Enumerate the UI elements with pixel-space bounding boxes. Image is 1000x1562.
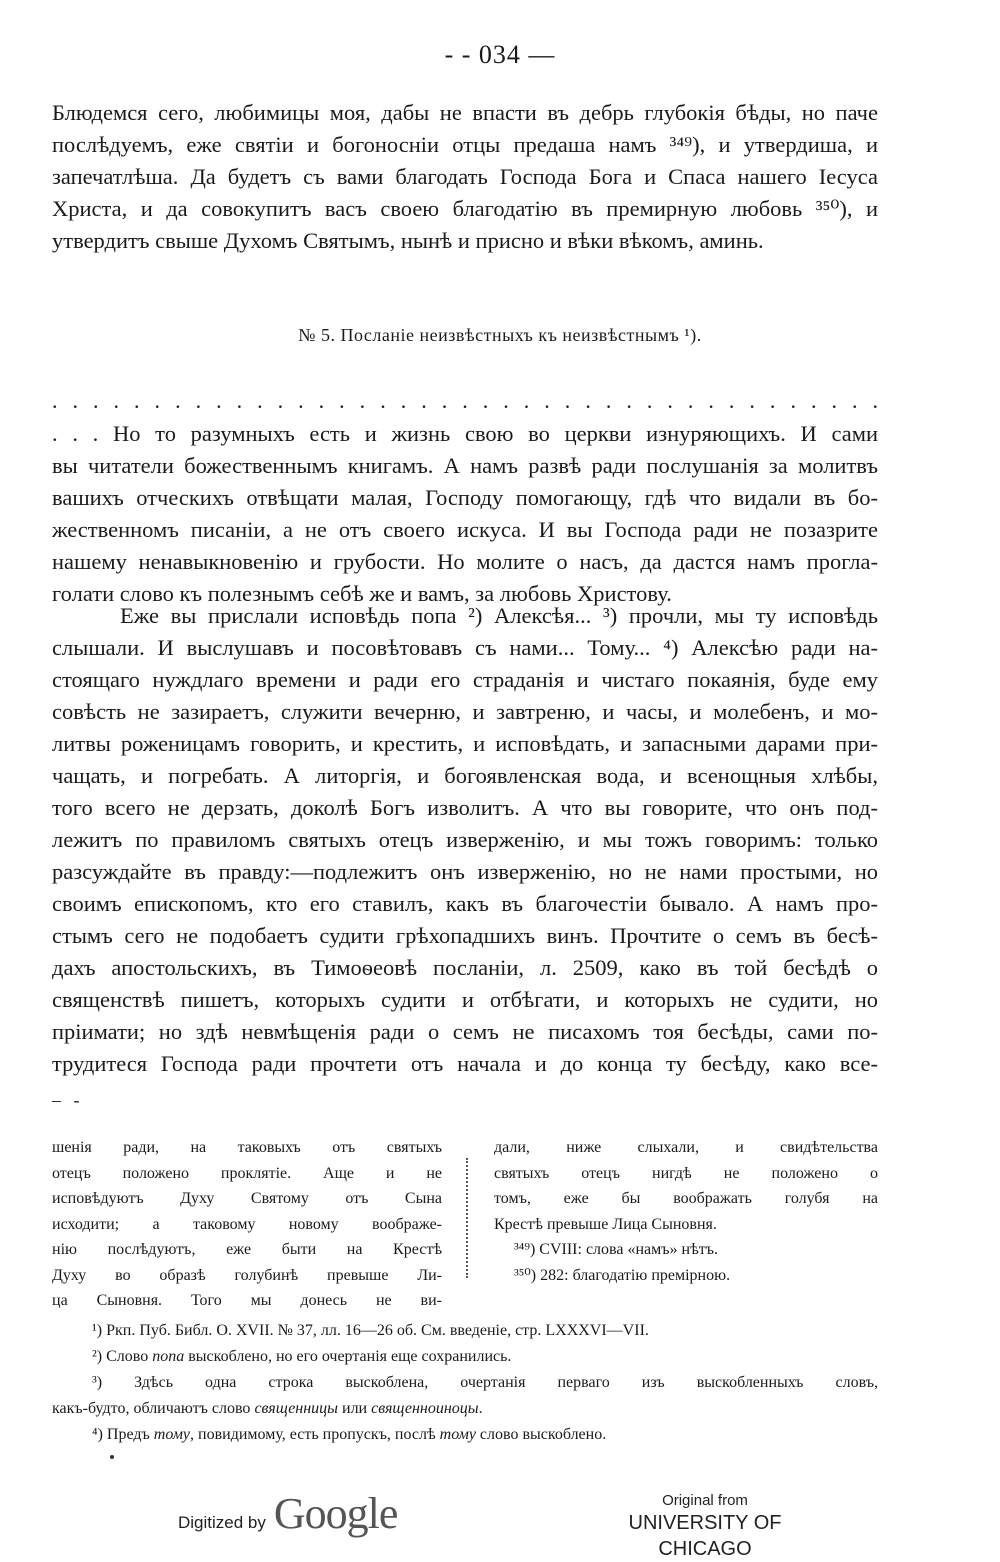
university-label: UNIVERSITY OF CHICAGO [628, 1512, 782, 1560]
text-line: нашему ненавыкновенію и грубости. Но молите о насъ, да дастся намъ прогла- [52, 549, 878, 574]
footnote-3-line-2 [52, 1396, 878, 1422]
text-line: жественномъ писаніи, а не отъ своего искуса. И вы Господа ради не позазрите [52, 517, 878, 542]
footnotes [52, 1318, 878, 1448]
footnote-text: , повидимому, есть пропускъ, послѣ [190, 1426, 440, 1443]
text-line: священствѣ пишетъ, которыхъ судити и отбѣгати, и которыхъ не судити, но [52, 987, 878, 1012]
text-line: слышали. И выслушавъ и посовѣтовавъ съ нами... Тому... ⁴) Алексѣю ради на- [52, 635, 878, 660]
google-logo: Google [273, 1489, 398, 1538]
text-line: исповѣдуютъ Духу Святому отъ Сына [52, 1190, 442, 1207]
text-line: того всего не дерзать, доколѣ Богъ изволитъ. А что вы говорите, что онъ под- [52, 795, 878, 820]
original-from-label: Original from [662, 1492, 748, 1509]
footnote-text: ²) Слово [92, 1348, 153, 1365]
text-line: отецъ положено проклятіе. Аще и не [52, 1164, 442, 1182]
stray-mark [110, 1455, 114, 1459]
footnote-emphasis: священноиноцы [371, 1400, 479, 1417]
text-line: запечатлѣша. Да будетъ съ вами благодать Господа Бога и Спаса нашего Іесуса [52, 164, 878, 189]
text-line: томъ, еже бы воображать голубя на [494, 1190, 878, 1207]
text-line: голати слово къ полезнымъ себѣ же и вамъ, за любовь Христову. [52, 581, 672, 606]
text-line: святыхъ отецъ нигдѣ не положено о [494, 1164, 878, 1182]
footnote-3-line-1: ³) Здѣсь одна строка выскоблена, очертанія перваго изъ выскобленныхъ словъ, [92, 1374, 878, 1391]
footnote-text: или [338, 1400, 372, 1417]
footnote-column-right [494, 1135, 878, 1288]
text-line: трудитеся Господа ради прочтети отъ начала и до конца ту бесѣду, како все- [52, 1051, 878, 1076]
text-line: совѣсть не зазираетъ, служити вечерню, и завтреню, и часы, и молебенъ, и мо- [52, 699, 878, 724]
footnote-emphasis: тому [153, 1426, 191, 1443]
text-line: шенія ради, на таковыхъ отъ святыхъ [52, 1139, 442, 1156]
text-line: чащать, и погребать. А литоргія, и богоявленская вода, и всенощныя хлѣбы, [52, 763, 878, 788]
section-title: № 5. Посланіе неизвѣстныхъ къ неизвѣстнымъ ¹). [298, 325, 702, 345]
text-line: дахъ апостольскихъ, въ Тимоѳеовѣ посланіи, л. 2509, како въ той бесѣдѣ о [52, 955, 878, 980]
body-paragraph-1 [52, 418, 878, 610]
text-line: пріимати; но здѣ невмѣщенія ради о семъ не писахомъ тоя бесѣды, сами по- [52, 1019, 878, 1044]
digitized-by-watermark [178, 1488, 397, 1539]
original-from-watermark [580, 1492, 830, 1562]
text-line: утвердитъ свыше Духомъ Святымъ, нынѣ и присно и вѣки вѣкомъ, аминь. [52, 228, 764, 253]
body-paragraph-2 [52, 600, 878, 1080]
text-line: . . . Но то разумныхъ есть и жизнь свою во церкви изнуряющихъ. И сами [52, 421, 878, 446]
text-line: послѣдуемъ, еже святіи и богоносніи отцы предаша намъ ³⁴⁹), и утвердиша, и [52, 132, 878, 157]
footnote-4 [52, 1422, 878, 1448]
text-line: стымъ сего не подобаетъ судити грѣхопадшихъ винъ. Прочтите о семъ въ бесѣ- [52, 923, 878, 948]
footnote-text: ⁴) Предъ [92, 1426, 154, 1443]
column-divider [466, 1158, 468, 1278]
continuation-mark: – - [52, 1090, 84, 1110]
text-line: Еже вы прислали исповѣдь попа ²) Алексѣя... ³) прочли, мы ту исповѣдь [120, 603, 878, 628]
text-line: разсуждайте въ правду:—подлежитъ онъ изверженію, но не нами простыми, но [52, 859, 878, 884]
text-line: Христа, и да совокупитъ васъ своею благодатію въ премирную любовь ³⁵⁰), и [52, 196, 878, 221]
footnote-1: ¹) Ркп. Пуб. Библ. О. XVII. № 37, лл. 16—26 об. См. введеніе, стр. LXXXVI—VII. [92, 1322, 649, 1339]
text-line: Духу во образѣ голубинѣ превыше Ли- [52, 1266, 442, 1284]
text-line: ца Сыновня. Того мы донесь не ви- [52, 1292, 442, 1309]
variant-note: ³⁵⁰) 282: благодатію премірною. [514, 1266, 731, 1284]
page-number: - - 034 — [444, 40, 556, 69]
footnote-text: выскоблено, но его очертанія еще сохранились. [184, 1348, 512, 1365]
footnote-emphasis: священницы [254, 1400, 338, 1417]
footnote-text: слово выскоблено. [475, 1426, 607, 1443]
text-line: исходити; а таковому новому воображе- [52, 1215, 442, 1233]
footnote-column-left [52, 1135, 442, 1314]
footnote-text: . [478, 1400, 483, 1417]
text-line: стоящаго нуждлаго времени и ради его страданія и чистаго покаянія, буде ему [52, 667, 878, 692]
text-line: дали, ниже слыхали, и свидѣтельства [494, 1139, 878, 1156]
footnote-emphasis: попа [152, 1348, 185, 1365]
footnote-2 [52, 1344, 878, 1370]
text-line: лежитъ по правиломъ святыхъ отецъ изверженію, и мы тожъ говоримъ: только [52, 827, 878, 852]
text-line: вы читатели божественнымъ книгамъ. А намъ развѣ ради послушанія за молитвъ [52, 453, 878, 478]
text-line: литвы роженицамъ говорить, и крестить, и исповѣдать, и запасными дарами при- [52, 731, 878, 756]
text-line: нію послѣдуютъ, еже быти на Крестѣ [52, 1241, 442, 1258]
text-line: своимъ епископомъ, кто его ставилъ, какъ въ благочестіи бывало. А намъ про- [52, 891, 878, 916]
digitized-by-label: Digitized by [178, 1513, 266, 1532]
closing-paragraph [52, 97, 878, 257]
text-line: вашихъ отческихъ отвѣщати малая, Господу помогающу, гдѣ что видали въ бо- [52, 485, 878, 510]
variant-note: ³⁴⁹) CVIII: слова «намъ» нѣтъ. [514, 1241, 719, 1258]
ellipsis-row: . . . . . . . . . . . . . . . . . . . . . . . . . . . . . . . . . . . . . . . . . [52, 388, 878, 413]
footnote-emphasis: тому [439, 1426, 476, 1443]
text-line: Крестѣ превыше Лица Сыновня. [494, 1215, 717, 1233]
footnote-text: какъ-будто, обличаютъ слово [52, 1400, 255, 1417]
text-line: Блюдемся сего, любимицы моя, дабы не впасти въ дебрь глубокія бѣды, но паче [52, 100, 878, 125]
